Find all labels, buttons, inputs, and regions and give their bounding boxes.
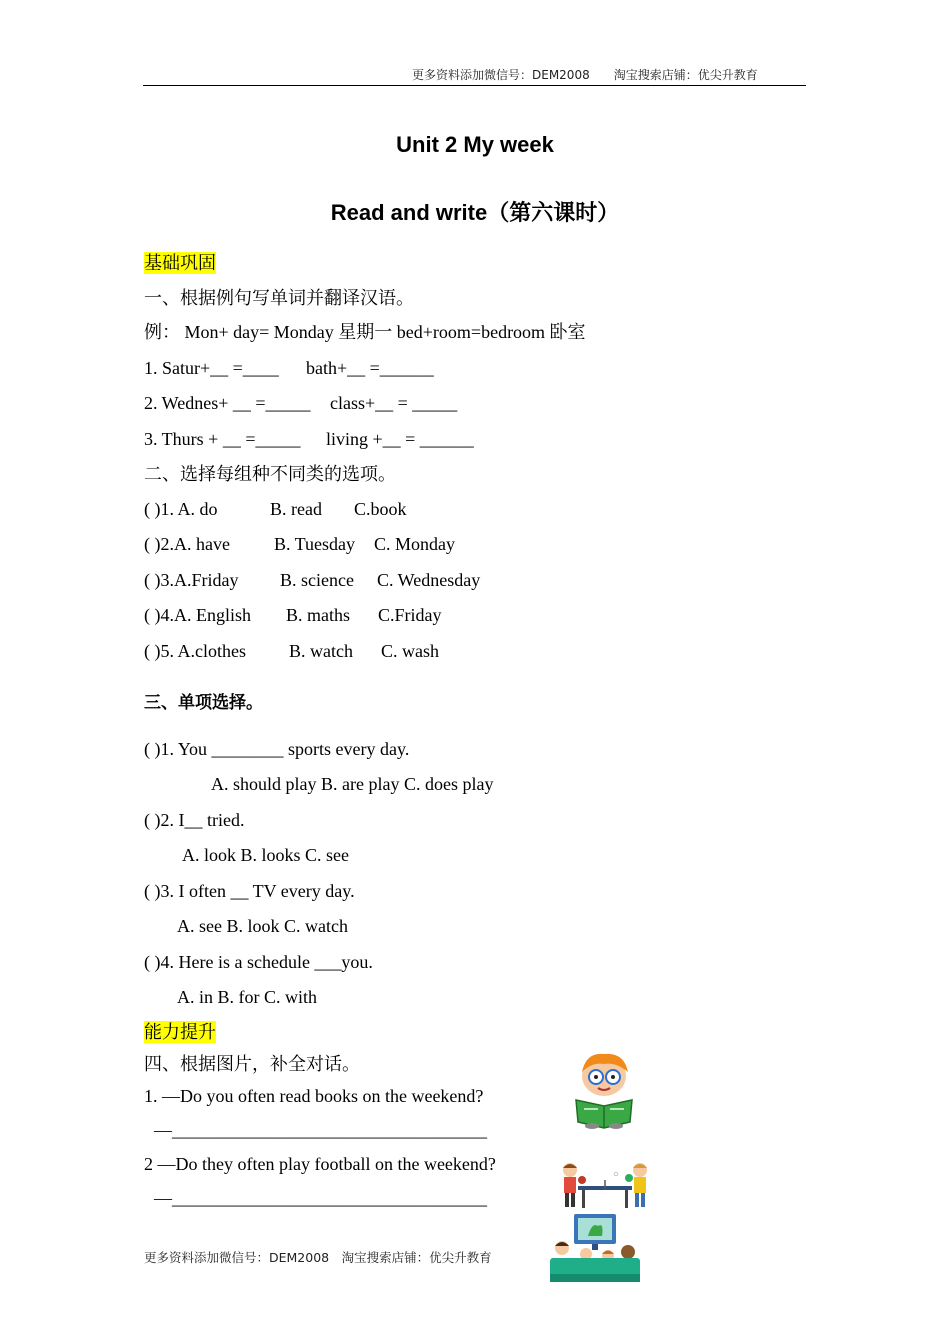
paddle-left xyxy=(578,1176,586,1184)
sec2-item-4-b: B. maths xyxy=(286,605,351,625)
sec1-item-3b: living +__ = ______ xyxy=(326,429,474,449)
kid-left-body xyxy=(564,1177,576,1193)
sec1-item-1a: 1. Satur+__ =____ xyxy=(144,358,279,378)
sec3-q4: ( )4. Here is a schedule ___you. xyxy=(144,952,373,972)
sec2-item-3-c: C. Wednesday xyxy=(377,570,481,590)
sec2-item-2-c: C. Monday xyxy=(374,534,455,554)
page-subtitle: Read and write（第六课时） xyxy=(330,200,620,225)
sec2-item-2: ( )2.A. have xyxy=(144,534,230,554)
sec1-example: 例： Mon+ day= Monday 星期一 bed+room=bedroom 卧室 xyxy=(144,322,586,342)
section-label-ability: 能力提升 xyxy=(144,1022,216,1042)
sec3-q3-options: A. see B. look C. watch xyxy=(177,916,348,936)
sec2-item-1-b: B. read xyxy=(270,499,322,519)
sofa-base xyxy=(550,1274,640,1282)
sec2-item-4: ( )4.A. English xyxy=(144,605,251,625)
dog-head xyxy=(621,1245,635,1259)
sec2-item-1: ( )1. A. do xyxy=(144,499,218,519)
sec3-q2-options: A. look B. looks C. see xyxy=(182,845,350,865)
sec4-a1: —___________________________________ xyxy=(154,1120,487,1140)
sec1-item-1b: bath+__ =______ xyxy=(306,358,434,378)
sec1-item-2b: class+__ = _____ xyxy=(330,393,458,413)
header-divider xyxy=(143,85,806,86)
kid-right-leg xyxy=(635,1193,639,1207)
sec2-item-2-b: B. Tuesday xyxy=(274,534,356,554)
book-line xyxy=(610,1108,624,1110)
person-mid2-hair xyxy=(602,1251,614,1255)
sec3-q3: ( )3. I often __ TV every day. xyxy=(144,881,355,901)
paddle-right xyxy=(625,1174,633,1182)
ping-pong-ball xyxy=(614,1172,618,1176)
kid-left-hair xyxy=(563,1164,577,1168)
sec2-item-4-c: C.Friday xyxy=(378,605,442,625)
page-title: Unit 2 My week xyxy=(396,132,554,157)
watching-tv-illustration xyxy=(548,1212,642,1284)
sec3-q4-options: A. in B. for C. with xyxy=(177,987,318,1007)
sec2-item-1-c: C.book xyxy=(354,499,407,519)
table-leg xyxy=(625,1190,628,1208)
kid-left-leg xyxy=(565,1193,569,1207)
sec1-item-2a: 2. Wednes+ __ =_____ xyxy=(144,393,311,413)
sec2-heading: 二、选择每组种不同类的选项。 xyxy=(144,464,396,484)
sec3-q1-options: A. should play B. are play C. does play xyxy=(211,774,494,794)
sec2-item-3-b: B. science xyxy=(280,570,354,590)
sec2-item-3: ( )3.A.Friday xyxy=(144,570,239,590)
sec2-item-5-b: B. watch xyxy=(289,641,353,661)
book-line xyxy=(584,1108,598,1110)
sec1-heading: 一、根据例句写单词并翻译汉语。 xyxy=(144,288,414,308)
eye-left xyxy=(594,1075,598,1079)
sec3-heading: 三、单项选择。 xyxy=(144,693,263,713)
sec2-item-5: ( )5. A.clothes xyxy=(144,641,246,661)
sec4-a2: —___________________________________ xyxy=(154,1188,487,1208)
shoe-right xyxy=(609,1123,623,1129)
header-text: 更多资料添加微信号：DEM2008 淘宝搜索店铺：优尖升教育 xyxy=(412,68,758,82)
tv-stand xyxy=(592,1244,598,1250)
kid-right-body xyxy=(634,1177,646,1193)
table-leg xyxy=(582,1190,585,1208)
footer-text: 更多资料添加微信号：DEM2008 淘宝搜索店铺：优尖升教育 xyxy=(144,1250,492,1265)
sec3-q1: ( )1. You ________ sports every day. xyxy=(144,739,410,759)
sec4-q1: 1. —Do you often read books on the weekend? xyxy=(144,1086,484,1106)
sec3-q2: ( )2. I__ tried. xyxy=(144,810,245,830)
table-tennis-illustration xyxy=(556,1160,654,1212)
kid-left-leg xyxy=(571,1193,575,1207)
sec2-item-5-c: C. wash xyxy=(381,641,439,661)
section-label-basic: 基础巩固 xyxy=(144,253,216,273)
kid-right-leg xyxy=(641,1193,645,1207)
eye-right xyxy=(611,1075,615,1079)
kid-right-hair xyxy=(633,1164,647,1168)
boy-reading-illustration xyxy=(568,1050,640,1130)
sec4-heading: 四、根据图片，补全对话。 xyxy=(144,1054,360,1074)
sec4-q2: 2 —Do they often play football on the weekend? xyxy=(144,1154,496,1174)
sec1-item-3a: 3. Thurs + __ =_____ xyxy=(144,429,301,449)
person-left-hair xyxy=(555,1242,569,1246)
shoe-left xyxy=(585,1123,599,1129)
